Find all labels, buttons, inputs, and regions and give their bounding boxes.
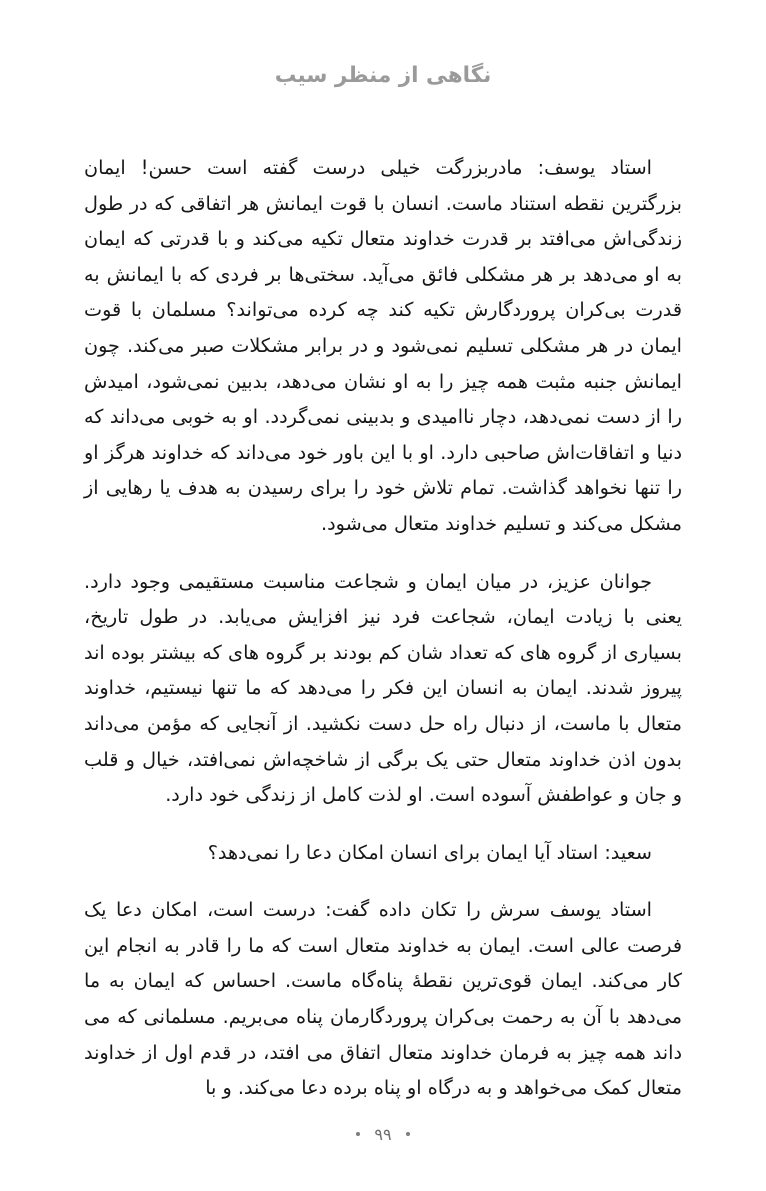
page-text-body: [84, 150, 682, 1106]
ornament-dot-right-icon: [406, 1132, 410, 1136]
paragraph-3-question: سعید: استاد آیا ایمان برای انسان امکان دعا را نمی‌دهد؟: [207, 840, 652, 864]
running-header-title: نگاهی از منظر سیب: [274, 63, 492, 88]
paragraph-4: استاد یوسف سرش را تکان داده گفت: درست است، امکان دعا یک فرصت عالی است. ایمان به خداوند متعال است که ما را قادر به انجام این کار می‌کند. ایمان قوی‌ترین نقطهٔ پناه‌گاه ماست. احساس که ایمان به ما می‌دهد با آن به رحمت بی‌کران پروردگارمان پناه می‌بریم. مسلمانی که می داند همه چیز به فرمان خداوند متعال اتفاق می افتد، در قدم اول از خداوند متعال کمک می‌خواهد و به درگاه او پناه برده دعا می‌کند. و با: [84, 898, 682, 1100]
ornament-dot-left-icon: [356, 1132, 360, 1136]
running-header: [0, 62, 766, 90]
folio: [0, 1127, 766, 1143]
page-number: ۹۹: [374, 1125, 392, 1144]
paragraph-1: استاد یوسف: مادربزرگت خیلی درست گفته است حسن! ایمان بزرگترین نقطه استناد ماست. انسان با قوت ایمانش هر اتفاقی که در طول زندگی‌اش می‌افتد بر قدرت خداوند متعال تکیه می‌کند و با قدرتی که ایمان به او می‌دهد بر هر مشکلی فائق می‌آید. سختی‌ها بر فردی که با ایمانش به قدرت بی‌کران پروردگارش تکیه کند چه کرده می‌تواند؟ مسلمان با قوت ایمان در هر مشکلی تسلیم نمی‌شود و در برابر مشکلات صبر می‌کند. چون ایمانش جنبه مثبت همه چیز را به او نشان می‌دهد، بدبین نمی‌شود، امیدش را از دست نمی‌دهد، دچار ناامیدی و بدبینی نمی‌گردد. او به خوبی می‌داند که دنیا و اتفاقات‌اش صاحبی دارد. او با این باور خود می‌داند که خداوند هرگز او را تنها نخواهد گذاشت. تمام تلاش خود را برای رسیدن به هدف یا رهایی از مشکل می‌کند و تسلیم خداوند متعال می‌شود.: [84, 156, 682, 535]
paragraph-2: جوانان عزیز، در میان ایمان و شجاعت مناسبت مستقیمی وجود دارد. یعنی با زیادت ایمان، شجاعت فرد نیز افزایش می‌یابد. در طول تاریخ، بسیاری از گروه های که تعداد شان کم بودند بر گروه های که بیشتر بوده اند پیروز شدند. ایمان به انسان این فکر را می‌دهد که ما تنها نیستیم، خداوند متعال با ماست، از دنبال راه حل دست نکشید. از آنجایی که مؤمن می‌داند بدون اذن خداوند متعال حتی یک برگی از شاخچه‌اش نمی‌افتد، خیال و قلب و جان و عواطفش آسوده است. او لذت کامل از زندگی خود دارد.: [84, 569, 682, 807]
